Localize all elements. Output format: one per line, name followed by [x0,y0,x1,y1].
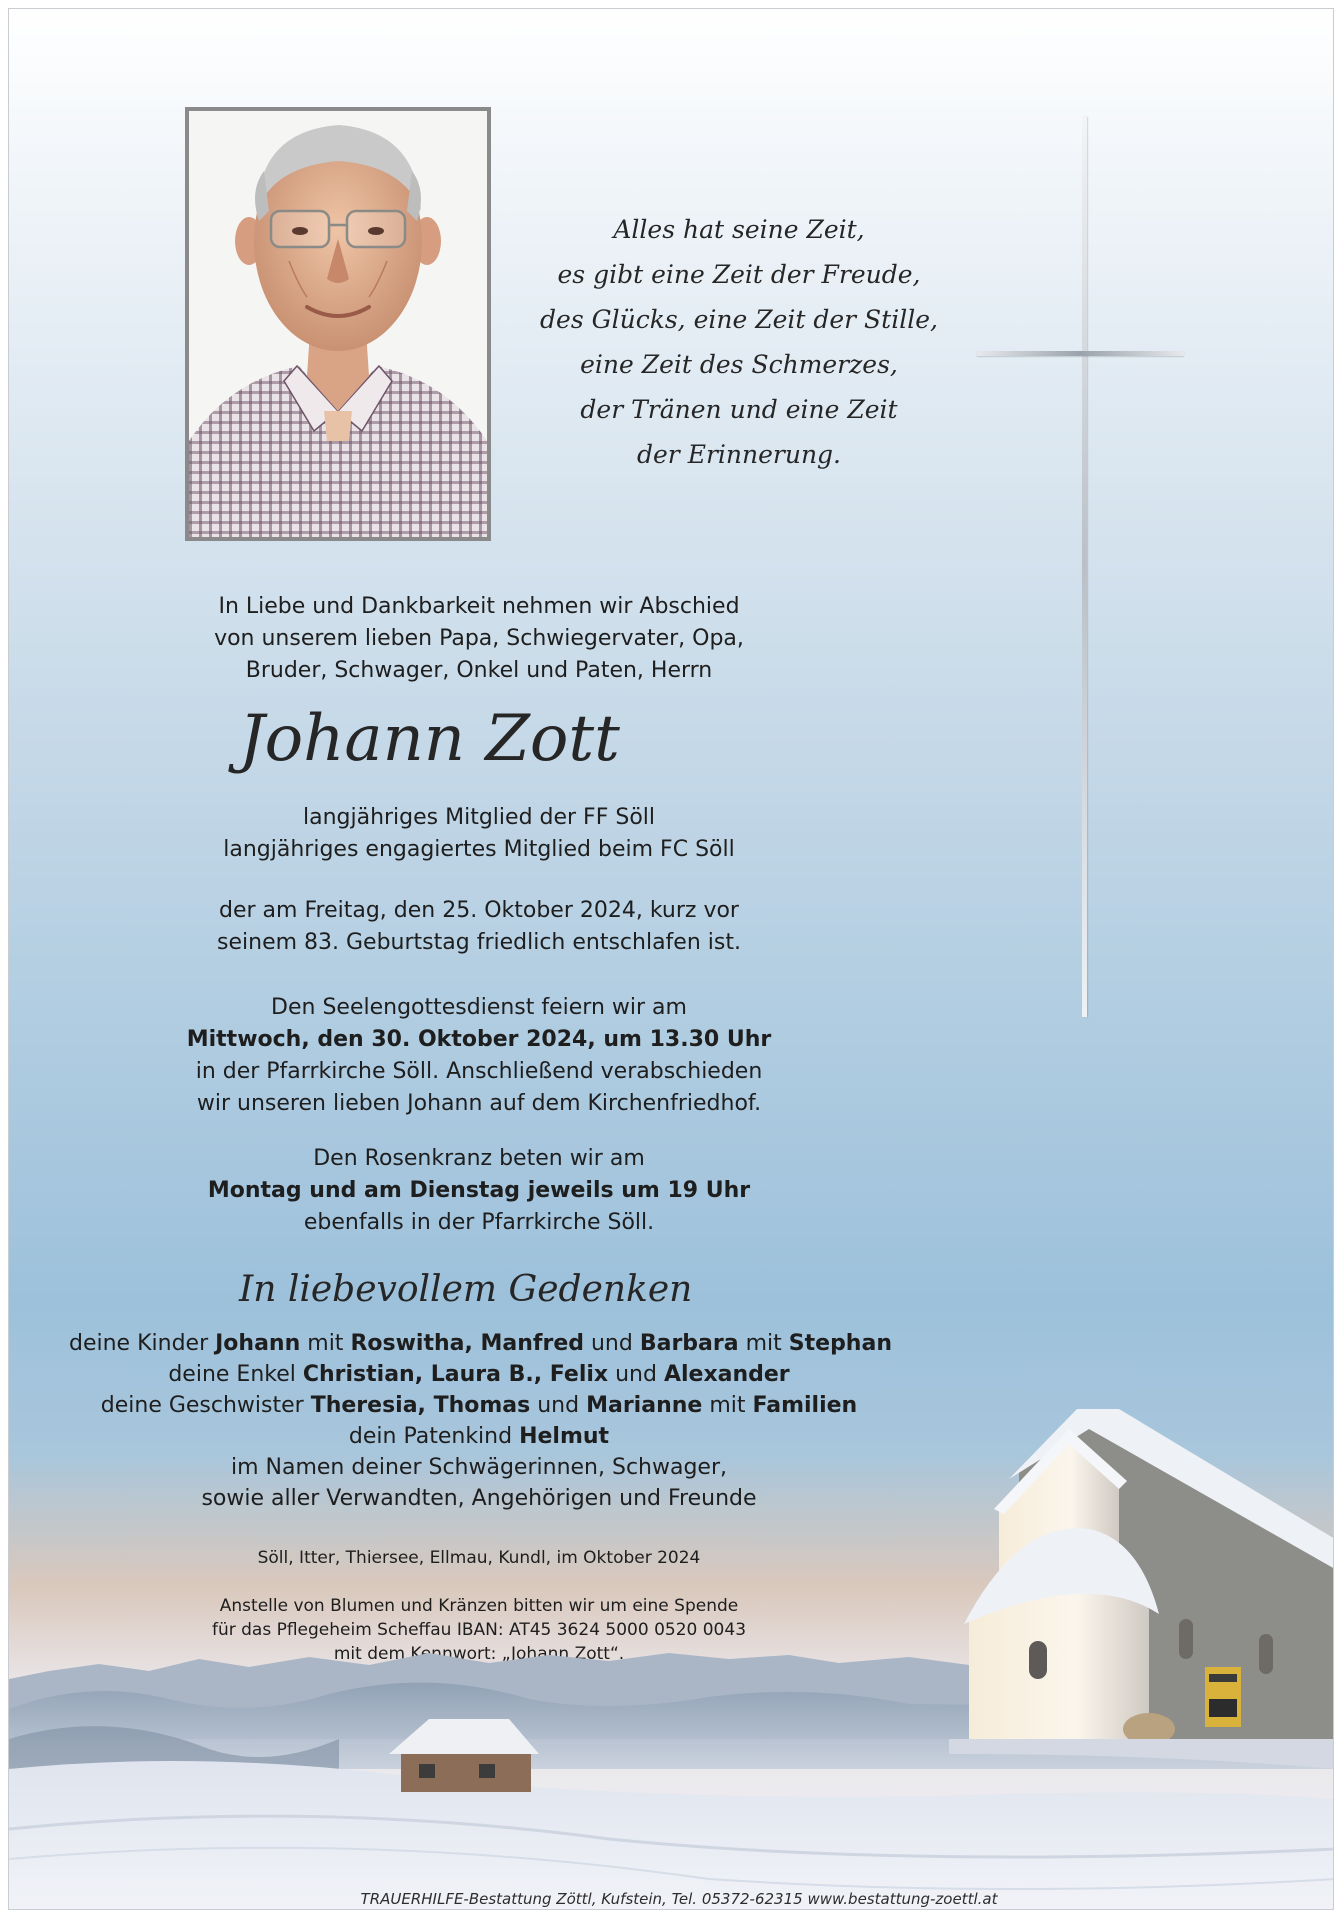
family-names: Familien [752,1393,858,1418]
intro-line: von unserem lieben Papa, Schwiegervater, Opa, [214,626,744,651]
cross-beam [977,351,1184,356]
intro-line: In Liebe und Dankbarkeit nehmen wir Abschied [218,594,740,619]
membership-line: langjähriges engagiertes Mitglied beim FC Söll [223,837,735,862]
membership-line: langjähriges Mitglied der FF Söll [302,805,656,830]
family-names: Johann [215,1331,301,1356]
intro-line: Bruder, Schwager, Onkel und Paten, Herrn [245,658,713,683]
donation-line: mit dem Kennwort: „Johann Zott“. [333,1644,625,1664]
service-line: wir unseren lieben Johann auf dem Kirchenfriedhof. [196,1091,762,1116]
family-connector: und [615,1362,657,1387]
family-line: sowie aller Verwandten, Angehörigen und Freunde [201,1486,757,1511]
portrait-photo [185,107,491,541]
family-connector: und [590,1331,633,1356]
family-names: Stephan [788,1331,892,1356]
footer-undertaker: TRAUERHILFE-Bestattung Zöttl, Kufstein, Tel. 05372-62315 www.bestattung-zoettl.at [360,1890,998,1908]
family-line: im Namen deiner Schwägerinnen, Schwager, [230,1455,727,1480]
death-notice [179,895,779,959]
family-label: deine Enkel [168,1362,296,1387]
obituary-card [8,8,1334,1910]
donation-line: für das Pflegeheim Scheffau IBAN: AT45 3624 5000 0520 0043 [211,1620,747,1640]
rosary-location: ebenfalls in der Pfarrkirche Söll. [303,1210,655,1235]
family-names: Alexander [663,1362,790,1387]
service-intro: Den Seelengottesdienst feiern wir am [271,995,687,1020]
family-label: deine Kinder [69,1331,209,1356]
winter-chapel-landscape [9,1409,1334,1910]
funeral-service [159,992,799,1120]
family-names: Christian, Laura B., Felix [302,1362,609,1387]
poem [499,207,979,477]
service-line: in der Pfarrkirche Söll. Anschließend verabschieden [195,1059,763,1084]
family-connector: mit [709,1393,746,1418]
poem-line: Alles hat seine Zeit, [613,215,865,244]
family-grandchildren [69,1359,889,1390]
family-names: Helmut [519,1424,610,1449]
place-date: Söll, Itter, Thiersee, Ellmau, Kundl, im Oktober 2024 [257,1548,701,1568]
donation-line: Anstelle von Blumen und Kränzen bitten wir um eine Spende [219,1596,739,1616]
death-line: seinem 83. Geburtstag friedlich entschlafen ist. [217,930,741,955]
family-label: deine Geschwister [100,1393,304,1418]
family-children [69,1328,892,1359]
poem-line: eine Zeit des Schmerzes, [580,350,898,379]
rosary [159,1143,799,1239]
poem-line: der Erinnerung. [637,440,841,469]
gedenken-title: In liebevollem Gedenken [239,1269,693,1310]
poem-line: des Glücks, eine Zeit der Stille, [540,305,938,334]
family-names: Marianne [586,1393,703,1418]
deceased-name: Johann Zott [239,702,620,776]
family-connector: und [537,1393,580,1418]
family-names: Barbara [639,1331,739,1356]
memberships [179,802,779,866]
intro-text [179,591,779,687]
family-connector: mit [307,1331,344,1356]
rosary-datetime: Montag und am Dienstag jeweils um 19 Uhr [207,1178,751,1203]
family-names: Roswitha, Manfred [350,1331,584,1356]
service-datetime: Mittwoch, den 30. Oktober 2024, um 13.30 Uhr [186,1027,772,1052]
portrait-image [189,111,487,537]
poem-line: es gibt eine Zeit der Freude, [557,260,921,289]
cross-icon [1082,117,1087,1017]
death-line: der am Freitag, den 25. Oktober 2024, kurz vor [219,898,739,923]
rosary-intro: Den Rosenkranz beten wir am [313,1146,645,1171]
family-connector: mit [745,1331,782,1356]
family-label: dein Patenkind [348,1424,513,1449]
poem-line: der Tränen und eine Zeit [580,395,898,424]
family-names: Theresia, Thomas [310,1393,531,1418]
